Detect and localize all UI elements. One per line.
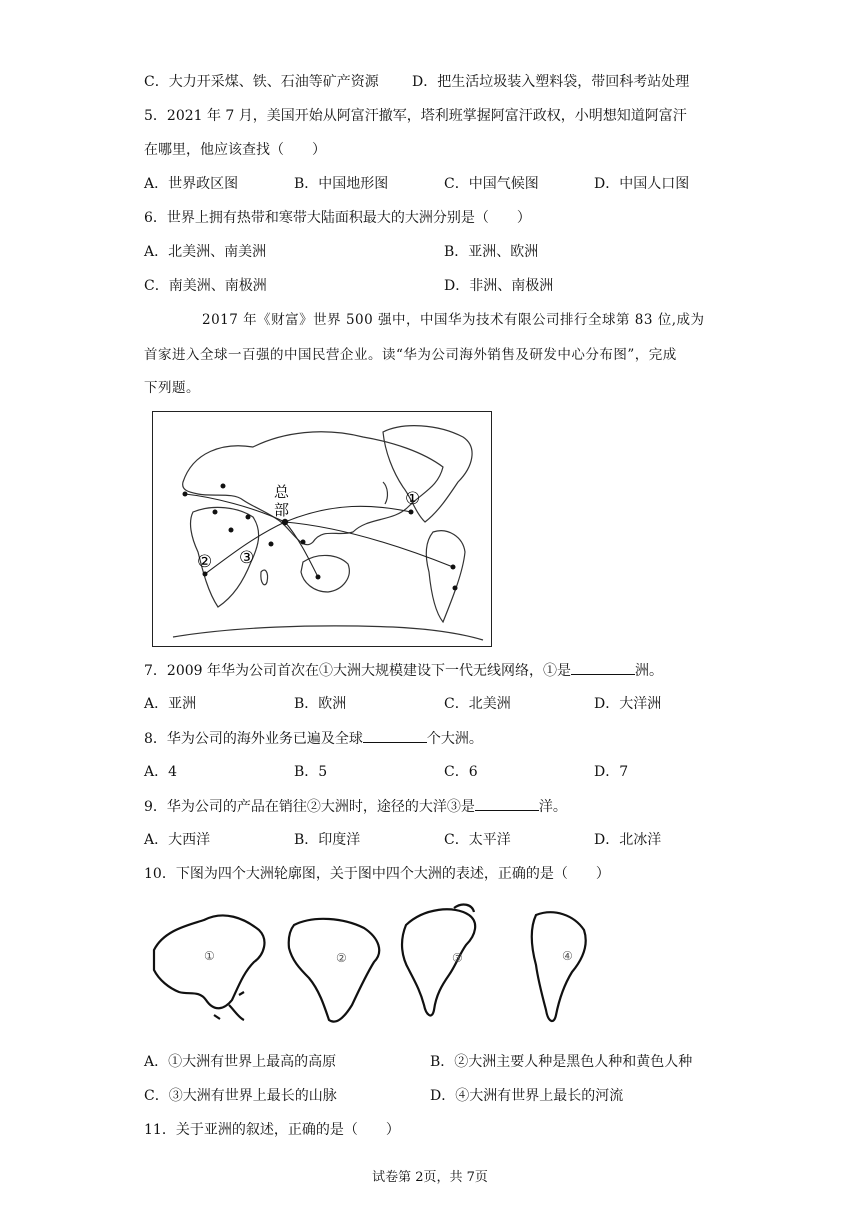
route-to-north-america [285,506,411,522]
passage-line1: 2017 年《财富》世界 500 强中，中国华为技术有限公司排行全球第 83 位,成为 [202,312,705,328]
q6-stem: 6．世界上拥有热带和寒带大陆面积最大的大洲分别是（ ） [144,210,531,226]
site-dot [213,510,218,515]
q6-option-b: B．亚洲、欧洲 [444,244,539,260]
q9-stem [144,796,567,817]
q5-option-a: A．世界政区图 [144,176,239,192]
continent-label-1: ① [204,949,215,963]
q5-option-b: B．中国地形图 [294,176,389,192]
site-dot [409,510,414,515]
site-dot [229,528,234,533]
q7-option-a: A．亚洲 [144,696,197,712]
q7-option-d: D．大洋洲 [594,696,662,712]
japan-outline [383,482,387,504]
continent-label-3: ③ [452,951,463,965]
site-dot [203,572,208,577]
antarctica-outline [173,626,483,640]
site-dot [221,484,226,489]
q8-answer-blank[interactable] [363,728,427,743]
map-drawing [153,412,490,645]
site-dot [183,492,188,497]
site-dot [316,575,321,580]
north-america-outline [383,426,472,522]
site-dot [451,565,456,570]
route-to-europe [185,494,285,522]
q10-stem: 10．下图为四个大洲轮廓图，关于图中四个大洲的表述，正确的是（ ） [144,866,610,882]
madagascar-outline [261,570,268,585]
continent-outline-north-america [402,909,475,1015]
continent-label-4: ④ [562,949,573,963]
map-marker-1: ① [405,489,421,509]
site-dot [246,515,251,520]
q8-option-b: B．5 [294,764,328,780]
q8-stem-text: 8．华为公司的海外业务已遍及全球 [144,731,363,747]
q6-option-c: C．南美洲、南极洲 [144,278,267,294]
q5-option-c: C．中国气候图 [444,176,539,192]
q7-stem [144,660,663,681]
continent-label-2: ② [336,951,347,965]
q9-option-d: D．北冰洋 [594,832,662,848]
continent-outlines-figure [144,900,624,1030]
q7-option-c: C．北美洲 [444,696,511,712]
q10-option-d: D．④大洲有世界上最长的河流 [430,1088,624,1104]
q8-option-d: D．7 [594,764,629,780]
site-dot [269,542,274,547]
q5-stem-line2: 在哪里，他应该查找（ ） [144,142,326,158]
q4-option-d: D．把生活垃圾装入塑料袋，带回科考站处理 [412,74,690,90]
q9-answer-blank[interactable] [475,796,539,811]
australia-outline [301,555,349,592]
q5-stem-line1: 5．2021 年 7 月，美国开始从阿富汗撤军，塔利班掌握阿富汗政权，小明想知道阿富汗 [144,108,687,124]
q6-option-a: A．北美洲、南美洲 [144,244,267,260]
hq-dot [282,519,288,525]
site-dot [301,540,306,545]
q7-option-b: B．欧洲 [294,696,347,712]
passage-line2: 首家进入全球一百强的中国民营企业。读“华为公司海外销售及研发中心分布图”，完成 [144,347,677,363]
passage-line3: 下列题。 [144,380,200,396]
continent-outlines-drawing [144,900,624,1030]
q10-option-a: A．①大洲有世界上最高的高原 [144,1054,337,1070]
q10-option-c: C．③大洲有世界上最长的山脉 [144,1088,337,1104]
q4-option-c: C．大力开采煤、铁、石油等矿产资源 [144,74,379,90]
q6-option-d: D．非洲、南极洲 [444,278,554,294]
q9-option-c: C．太平洋 [444,832,511,848]
q5-option-d: D．中国人口图 [594,176,690,192]
q7-stem-text: 7．2009 年华为公司首次在①大洲大规模建设下一代无线网络，①是 [144,663,571,679]
q8-stem-suffix: 个大洲。 [426,731,483,747]
q9-option-a: A．大西洋 [144,832,211,848]
q9-option-b: B．印度洋 [294,832,361,848]
hq-label-1: 总 [274,483,290,501]
q10-option-b: B．②大洲主要人种是黑色人种和黄色人种 [430,1054,693,1070]
q9-stem-text: 9．华为公司的产品在销往②大洲时，途径的大洋③是 [144,799,475,815]
continent-outline-africa [289,919,379,1022]
q8-stem [144,728,483,749]
south-america-outline [426,531,465,622]
page-footer: 试卷第 2页，共 7页 [372,1170,488,1185]
hq-label-2: 部 [274,501,290,519]
map-marker-2: ② [197,552,213,572]
asia-islands [214,992,244,1020]
q8-option-c: C．6 [444,764,478,780]
q7-answer-blank[interactable] [571,660,635,675]
site-dot [453,586,458,591]
q8-option-a: A．4 [144,764,178,780]
continent-outline-south-america [532,912,586,1021]
huawei-distribution-map [152,411,492,647]
q11-stem: 11．关于亚洲的叙述，正确的是（ ） [144,1122,400,1138]
map-marker-3: ③ [239,548,255,568]
q9-stem-suffix: 洋。 [538,799,567,815]
q7-stem-suffix: 洲。 [635,663,663,679]
